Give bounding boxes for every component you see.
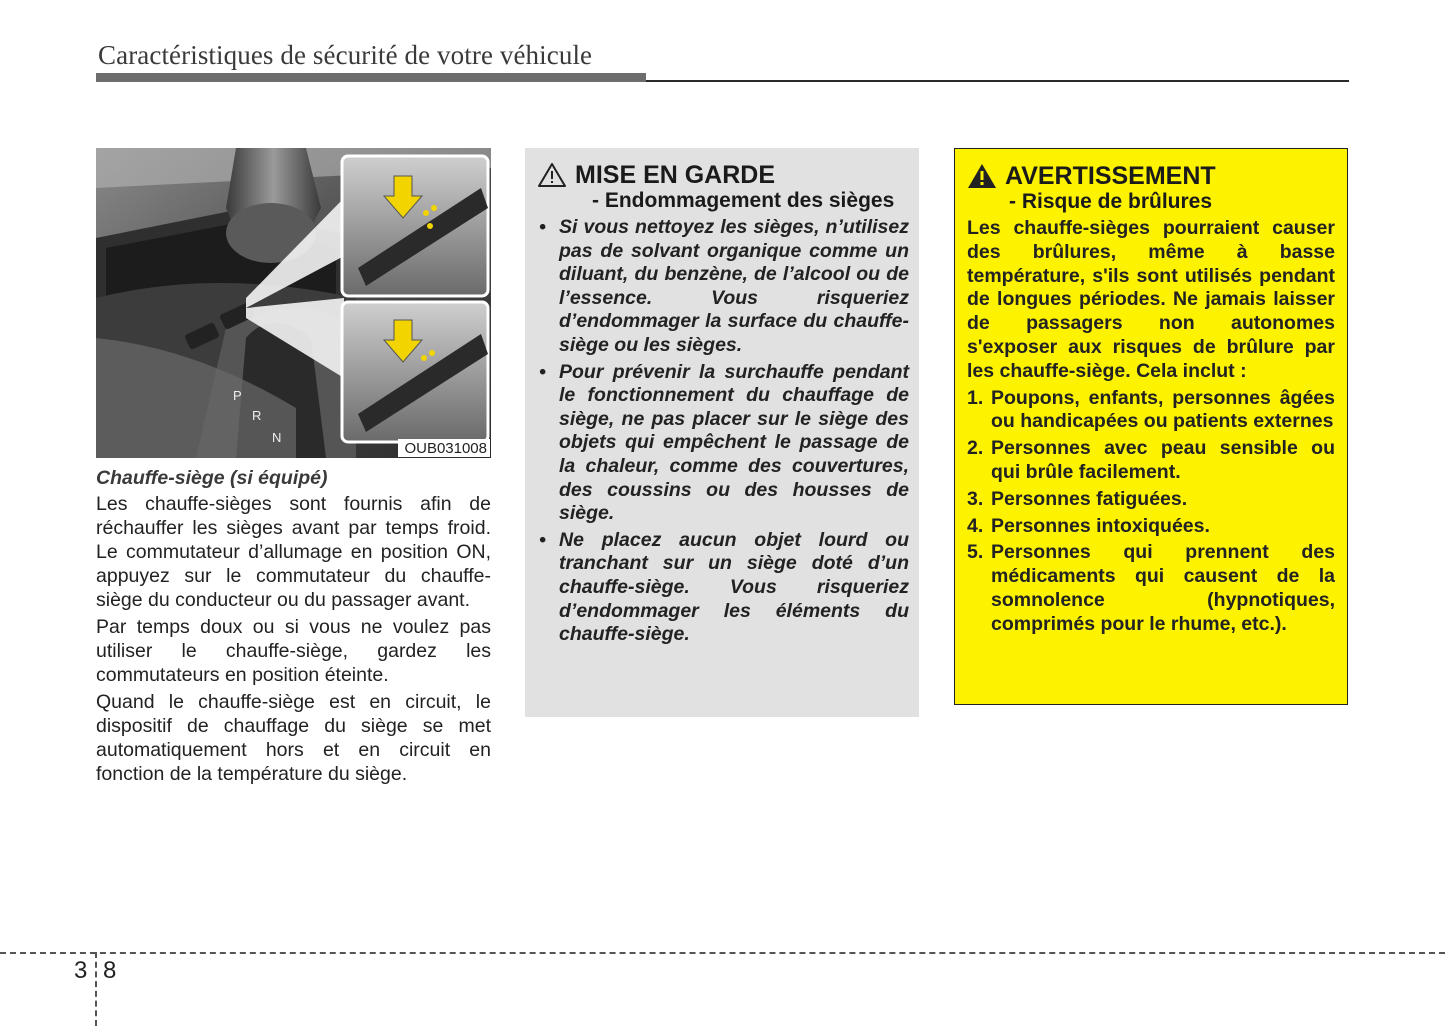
list-number: 5.: [967, 541, 984, 564]
warning-list: [967, 387, 1335, 637]
list-number: 3.: [967, 487, 984, 510]
list-item: [537, 529, 909, 647]
warning-item-text: Personnes fatiguées.: [991, 487, 1188, 510]
header-bar: [96, 73, 646, 82]
caution-list: [537, 216, 909, 647]
list-item: [537, 216, 909, 358]
caution-subtitle: - Endommagement des sièges: [592, 189, 895, 212]
caution-triangle-icon: [537, 162, 567, 188]
photo-code: OUB031008: [398, 439, 490, 457]
warning-box: [954, 148, 1348, 705]
caution-item-text: Pour prévenir la surchauffe pendant le fonctionnement du chauffage de siège, ne pas placer sur le siège des objets qui empêchent le passage de la chaleur, comme des couvertures, des coussins ou des housses de siège.: [559, 360, 909, 525]
caution-heading: [537, 161, 909, 189]
warning-item-text: Personnes avec peau sensible ou qui brûle facilement.: [991, 437, 1335, 483]
warning-intro: Les chauffe-sièges pourraient causer des brûlures, même à basse température, s'ils sont utilisés pendant de longues périodes. Ne jamais laisser de passagers non autonomes s'exposer aux risques de brûlure par les chauffe-siège. Cela inclut :: [967, 217, 1335, 382]
header-rule: [646, 80, 1349, 82]
bullet: •: [539, 216, 546, 238]
caution-item-text: Si vous nettoyez les sièges, n’utilisez pas de solvant organique comme un diluant, du benzène, de l’alcool ou de l’essence. Vous risqueriez d’endommager la surface du chauffe-siège ou les sièges.: [559, 216, 909, 356]
warning-item-text: Personnes qui prennent des médicaments qui causent de la somnolence (hypnotiques, comprimés pour le rhume, etc.).: [991, 541, 1335, 635]
paragraph: Quand le chauffe-siège est en circuit, le dispositif de chauffage du siège se met automatiquement hors et en circuit en fonction de la température du siège.: [96, 691, 491, 785]
gear-label-r: R: [252, 408, 262, 423]
warning-item-text: Personnes intoxiquées.: [991, 514, 1210, 537]
list-item: [967, 541, 1335, 636]
list-number: 1.: [967, 386, 984, 409]
section-subheading: Chauffe-siège (si équipé): [96, 467, 328, 489]
gear-label-n: N: [272, 430, 282, 445]
warning-subtitle: - Risque de brûlures: [1009, 190, 1213, 213]
list-item: [967, 515, 1335, 539]
paragraph: Les chauffe-sièges sont fournis afin de réchauffer les sièges avant par temps froid. Le commutateur d’allumage en position ON, appuyez sur le commutateur du chauffe-siège du conducteur ou du passager avant.: [96, 493, 491, 611]
caution-title: MISE EN GARDE: [575, 161, 776, 189]
list-number: 2.: [967, 437, 984, 460]
seat-heater-description: [96, 466, 491, 789]
caution-box: [525, 148, 919, 717]
caution-item-text: Ne placez aucun objet lourd ou tranchant sur un siège doté d’un chauffe-siège. Vous risqueriez d’endommager les éléments du chauffe-siège.: [559, 528, 909, 646]
bullet: •: [539, 360, 546, 383]
section-number: 3: [74, 957, 88, 984]
list-item: [967, 387, 1335, 435]
warning-title: AVERTISSEMENT: [1005, 162, 1216, 190]
warning-heading: [967, 162, 1335, 190]
warning-item-text: Poupons, enfants, personnes âgées ou handicapées ou patients externes: [991, 386, 1335, 433]
list-item: [967, 437, 1335, 485]
paragraph: Par temps doux ou si vous ne voulez pas utiliser le chauffe-siège, gardez les commutateurs en position éteinte.: [96, 616, 491, 686]
bullet: •: [539, 528, 546, 551]
footer-divider: [0, 952, 1445, 954]
warning-triangle-icon: [967, 163, 997, 189]
footer-separator: [95, 952, 97, 1026]
page-number: 8: [103, 957, 117, 984]
list-item: [967, 488, 1335, 512]
list-item: [537, 361, 909, 526]
list-number: 4.: [967, 514, 984, 537]
seat-heater-photo: [96, 148, 491, 458]
gear-label-p: P: [233, 388, 242, 403]
page-title: Caractéristiques de sécurité de votre véhicule: [98, 40, 593, 70]
